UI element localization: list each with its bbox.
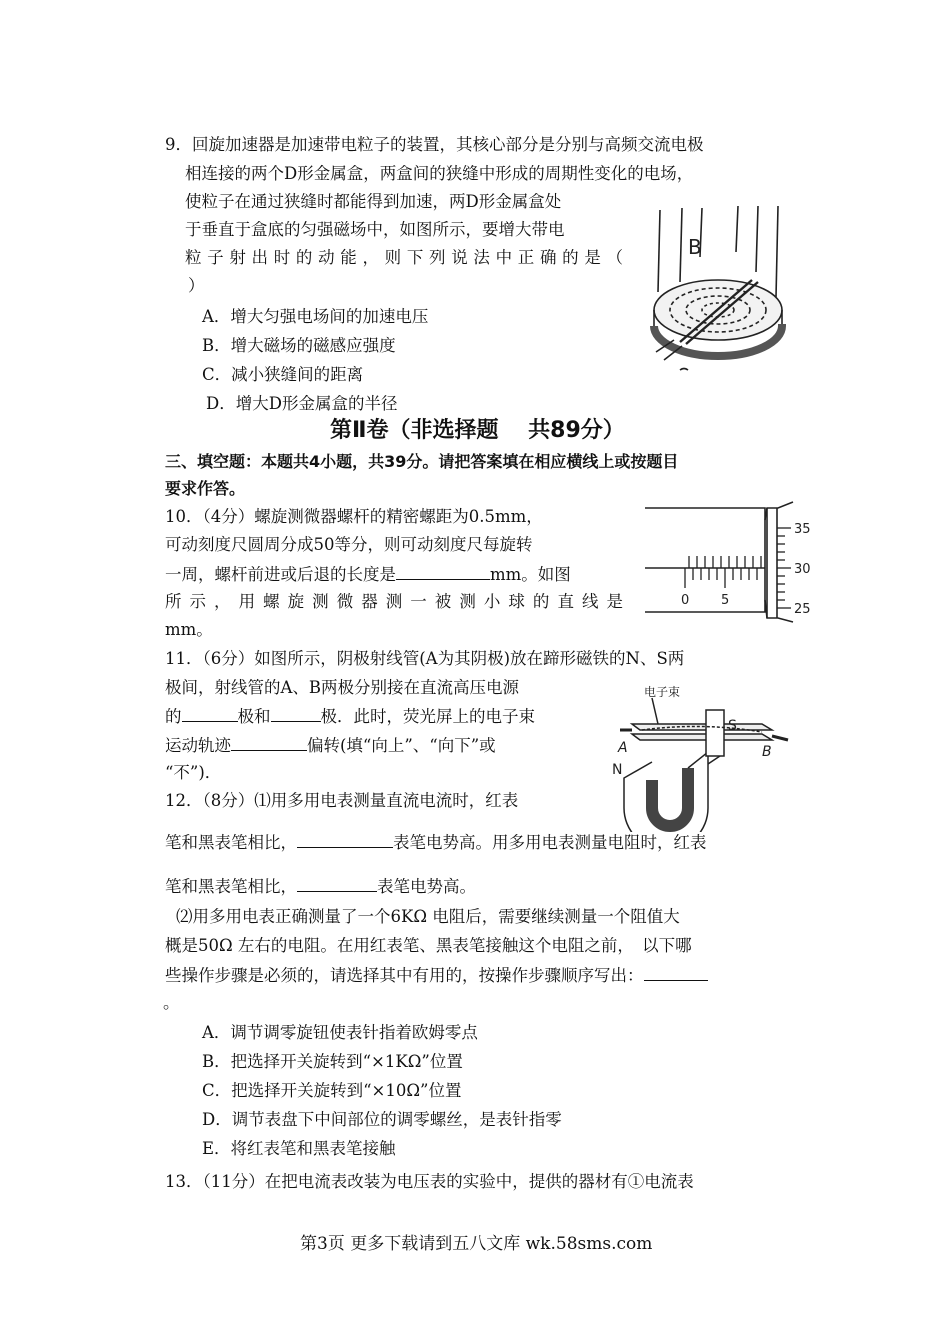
q9-option-d: D．增大D形金属盒的半径 [206,394,398,413]
q12-line-2-prefix: 笔和黑表笔相比， [165,833,297,852]
q12-part2-line-3-text: 些操作步骤是必须的，请选择其中有用的，按操作步骤顺序写出： [165,966,644,985]
label-cathode-a: A [618,740,628,756]
q12-line-2-suffix: 表笔电势高。用多用电表测量电阻时，红表 [393,833,707,852]
q12-option-e: E．将红表笔和黑表笔接触 [202,1139,396,1158]
q11-answer-blank-3[interactable] [231,734,307,751]
q9-option-b: B．增大磁场的磁感应强度 [202,336,396,355]
thimble-label-30: 30 [794,562,811,577]
q12-line-3 [165,875,476,898]
section-heading-line-1: 三、填空题：本题共4小题，共39分。请把答案填在相应横线上或按题目 [165,452,679,471]
q11-line-4 [165,734,496,757]
q12-part2-line-1: ⑵用多用电表正确测量了一个6KΩ 电阻后，需要继续测量一个阻值大 [176,907,680,926]
q12-answer-blank-1[interactable] [297,831,393,848]
section-title: 第Ⅱ卷（非选择题 共89分） [330,418,625,443]
q11-line-3-middle: 极和 [237,707,271,726]
q12-option-c: C．把选择开关旋转到“×10Ω”位置 [202,1081,462,1100]
q11-line-4-prefix: 运动轨迹 [165,736,231,755]
q11-answer-blank-2[interactable] [271,705,321,722]
q10-answer-blank-1[interactable] [396,563,490,580]
micrometer-figure [645,500,820,625]
sleeve-label-5: 5 [721,593,730,608]
q12-line-2 [165,831,707,854]
cyclotron-label-b: B [688,235,702,259]
q12-option-d: D．调节表盘下中间部位的调零螺丝，是表针指零 [202,1110,562,1129]
q11-line-4-suffix: 偏转(填“向上”、“向下”或 [307,736,496,755]
q12-part2-line-3 [165,964,708,987]
q12-part2-line-2: 概是50Ω 左右的电阻。在用红表笔、黑表笔接触这个电阻之前， 以下哪 [165,936,692,955]
q9-option-c: C．减小狭缝间的距离 [202,365,364,384]
q9-line-4: 于垂直于盒底的匀强磁场中，如图所示，要增大带电 [185,220,565,239]
q13-line-1: 13．（11分）在把电流表改装为电压表的实验中，提供的器材有①电流表 [165,1172,694,1191]
label-anode-b: B [762,744,772,760]
q9-line-5: 粒子射出时的动能，则下列说法中正确的是（ [185,248,623,267]
q10-line-5: mm。 [165,620,213,639]
q11-line-5: “不”)． [165,763,222,782]
cathode-ray-tube-figure [612,680,792,832]
section-heading-line-2: 要求作答。 [165,479,246,498]
q10-line-1: 10．（4分）螺旋测微器螺杆的精密螺距为0.5mm， [165,507,543,526]
label-electron-beam: 电子束 [644,685,681,699]
thimble-label-25: 25 [794,602,811,617]
q9-line-6: ） [188,276,205,295]
label-magnet-s: S [728,718,737,734]
q11-line-3-suffix: 极．此时，荧光屏上的电子束 [320,707,535,726]
q12-line-1: 12．（8分）⑴用多用电表测量直流电流时，红表 [165,791,519,810]
q11-answer-blank-1[interactable] [182,705,238,722]
q9-line-2: 相连接的两个D形金属盒，两盒间的狭缝中形成的周期性变化的电场， [185,164,694,183]
q9-line-1: 9．回旋加速器是加速带电粒子的装置，其核心部分是分别与高频交流电极 [165,135,704,154]
q12-line-3-prefix: 笔和黑表笔相比， [165,877,297,896]
q9-line-3: 使粒子在通过狭缝时都能得到加速，两D形金属盒处 [185,192,562,211]
q11-line-3 [165,705,535,728]
q12-line-3-suffix: 表笔电势高。 [377,877,476,896]
q10-line-3-suffix: mm。如图 [490,565,571,584]
page-footer: 第3页 更多下载请到五八文库 wk.58sms.com [300,1234,653,1254]
q10-line-3 [165,563,571,586]
q10-line-2: 可动刻度尺圆周分成50等分，则可动刻度尺每旋转 [165,535,533,554]
cyclotron-figure [640,202,790,374]
q11-line-2: 极间，射线管的A、B两极分别接在直流高压电源 [165,678,520,697]
sleeve-label-0: 0 [681,593,690,608]
q12-part2-line-4: 。 [163,993,180,1012]
q11-line-1: 11．（6分）如图所示，阴极射线管(A为其阴极)放在蹄形磁铁的N、S两 [165,649,685,668]
label-magnet-n: N [612,762,623,778]
q12-answer-blank-2[interactable] [297,875,377,892]
q12-option-a: A．调节调零旋钮使表针指着欧姆零点 [202,1023,478,1042]
q10-line-3-text: 一周，螺杆前进或后退的长度是 [165,565,396,584]
thimble-label-35: 35 [794,522,811,537]
q9-option-a: A．增大匀强电场间的加速电压 [202,307,429,326]
q10-line-4: 所示，用螺旋测微器测一被测小球的直线是 [165,592,623,611]
q11-line-3-prefix: 的 [165,707,182,726]
q12-answer-blank-3[interactable] [644,964,708,981]
q12-option-b: B．把选择开关旋转到“×1KΩ”位置 [202,1052,463,1071]
